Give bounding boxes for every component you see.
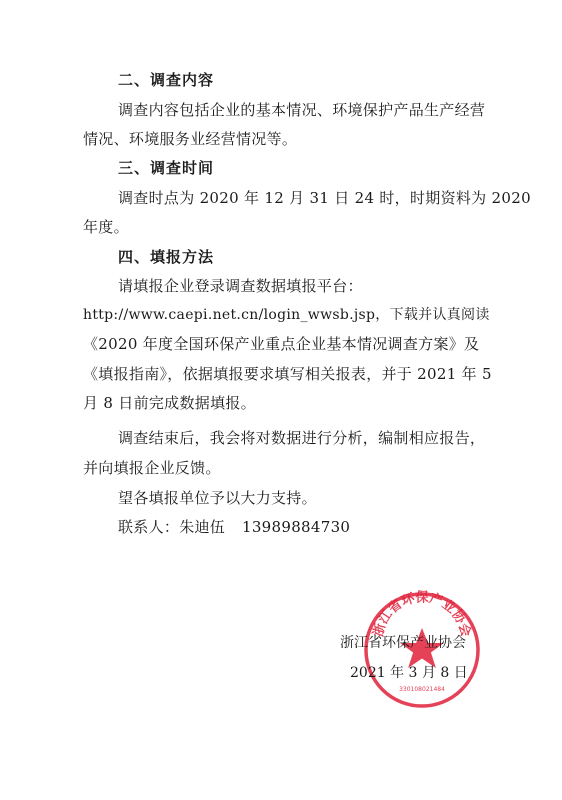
contact-phone: 13989884730 [242,518,351,536]
signing-organization: 浙江省环保产业协会 [340,635,466,651]
paragraph-line: 调查内容包括企业的基本情况、环境保护产品生产经营 [118,101,486,119]
signing-date: 2021 年 3 月 8 日 [350,665,468,681]
section-heading-survey-time: 三、调查时间 [118,159,215,177]
paragraph-line: 调查时点为 2020 年 12 月 31 日 24 时，时期资料为 2020 [118,189,531,207]
paragraph-line: 并向填报企业反馈。 [83,459,221,477]
svg-text:浙江省环保产业协会: 浙江省环保产业协会 [371,590,473,639]
paragraph-line: 年度。 [83,218,129,236]
paragraph-line: 望各填报单位予以大力支持。 [118,489,317,507]
paragraph-line: 调查结束后，我会将对数据进行分析，编制相应报告， [118,429,486,447]
section-heading-fill-method: 四、填报方法 [118,248,215,266]
contact-person: 联系人：朱迪伍 [118,518,226,536]
paragraph-line: 情况、环境服务业经营情况等。 [83,130,298,148]
paragraph-line: 月 8 日前完成数据填报。 [83,394,256,412]
svg-text:330108021484: 330108021484 [399,686,445,693]
section-heading-survey-content: 二、调查内容 [118,71,215,89]
paragraph-line: 请填报企业登录调查数据填报平台： [118,277,363,295]
paragraph-line: 《填报指南》，依据填报要求填写相关报表，并于 2021 年 5 [83,365,492,383]
paragraph-line: 《2020 年度全国环保产业重点企业基本情况调查方案》及 [83,335,480,353]
platform-url-line: http://www.caepi.net.cn/login_wwsb.jsp，下载并认真阅读 [83,307,490,323]
